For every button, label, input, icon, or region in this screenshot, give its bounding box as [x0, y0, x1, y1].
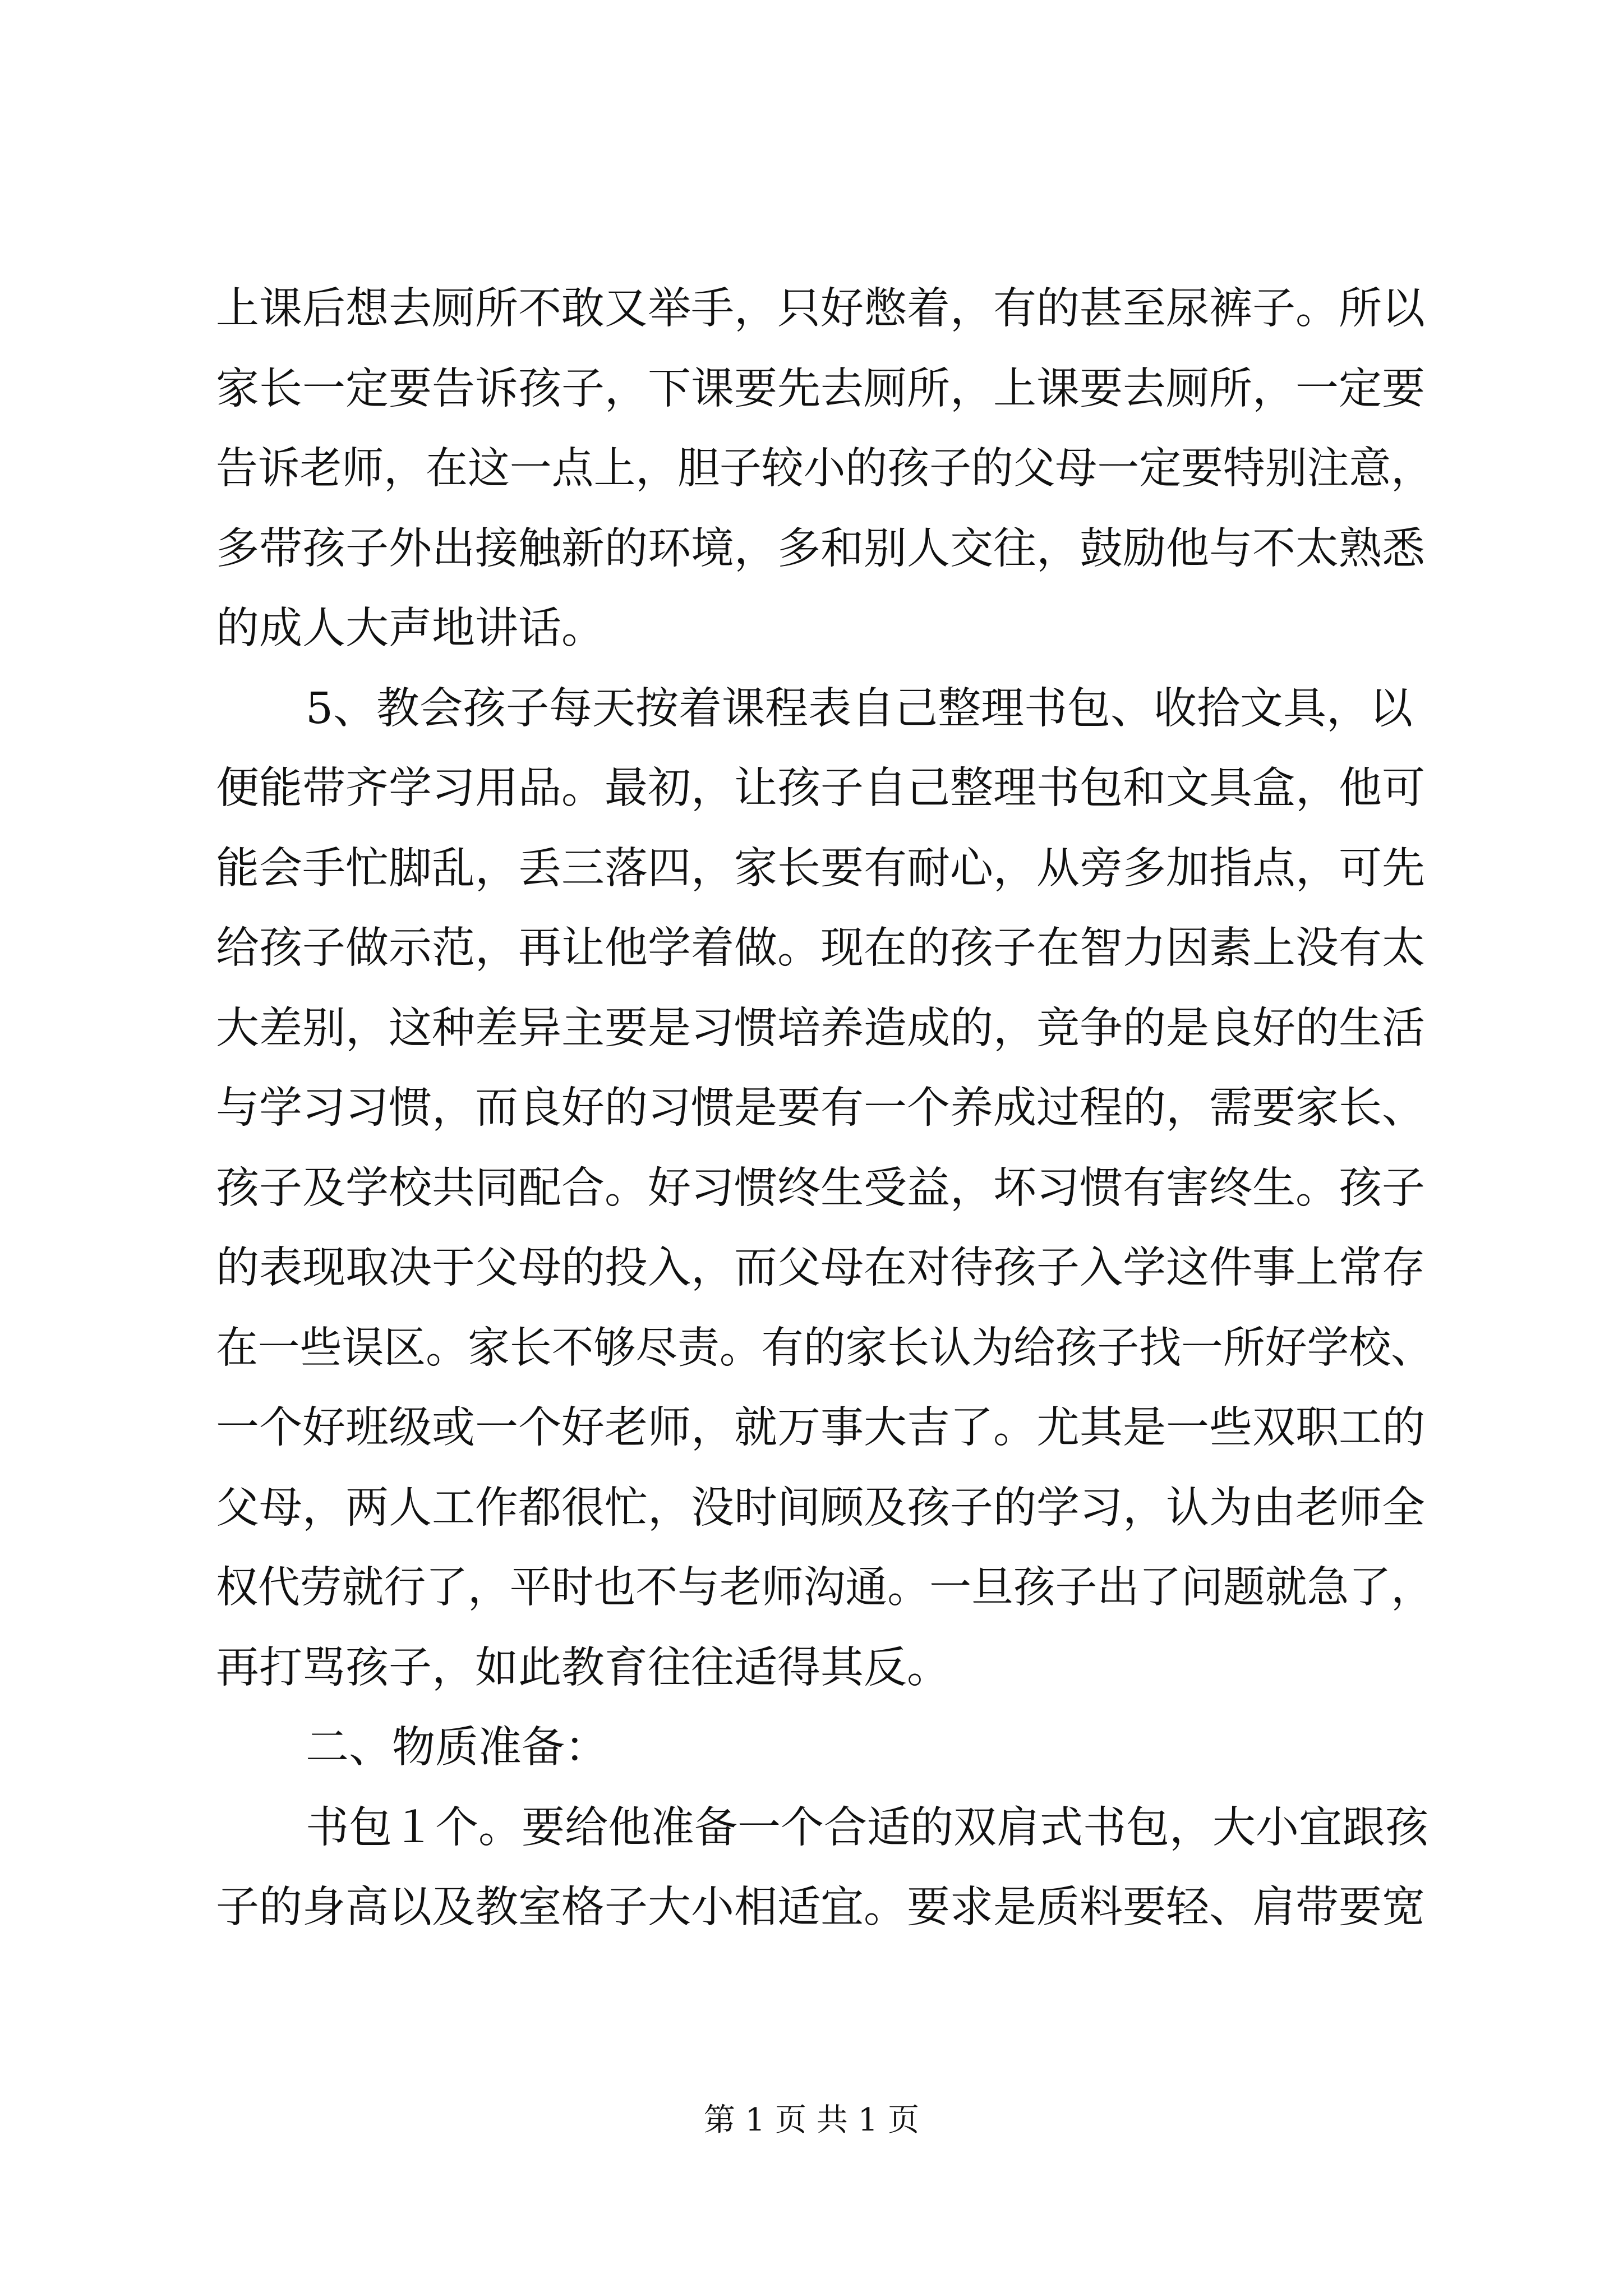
- text-line-content: 父母，两人工作都很忙，没时间顾及孩子的学习，认为由老师全: [216, 1483, 1425, 1533]
- body-text: [216, 269, 1433, 1948]
- text-line-content: 二、物质准备：: [306, 1723, 608, 1773]
- text-line: [216, 589, 1433, 669]
- text-line: [216, 269, 1433, 349]
- text-line: [216, 1069, 1433, 1149]
- text-line-content: 孩子及学校共同配合。好习惯终生受益，坏习惯有害终生。孩子: [216, 1163, 1425, 1213]
- text-line: [216, 1548, 1433, 1628]
- text-line: [216, 1228, 1433, 1309]
- text-line: [216, 429, 1433, 509]
- text-line-content: 告诉老师，在这一点上，胆子较小的孩子的父母一定要特别注意，: [216, 444, 1433, 494]
- text-line: [216, 1868, 1433, 1948]
- text-line: [216, 349, 1433, 430]
- text-line-content: 的表现取决于父母的投入，而父母在对待孩子入学这件事上常存: [216, 1243, 1425, 1293]
- text-line: [216, 1388, 1433, 1469]
- text-line: [216, 1309, 1433, 1389]
- text-line-content: 多带孩子外出接触新的环境，多和别人交往，鼓励他与不太熟悉: [216, 523, 1425, 574]
- text-line: [216, 1628, 1433, 1709]
- page-footer: 第 1 页 共 1 页: [703, 2102, 920, 2138]
- text-line: [216, 509, 1433, 590]
- text-line-content: 权代劳就行了，平时也不与老师沟通。一旦孩子出了问题就急了，: [216, 1563, 1433, 1613]
- text-line-content: 书包１个。要给他准备一个合适的双肩式书包，大小宜跟孩: [306, 1802, 1428, 1853]
- text-line-content: 家长一定要告诉孩子，下课要先去厕所，上课要去厕所，一定要: [216, 364, 1425, 414]
- text-line-content: 能会手忙脚乱，丢三落四，家长要有耐心，从旁多加指点，可先: [216, 843, 1425, 894]
- text-line: [216, 829, 1433, 909]
- text-line-content: 给孩子做示范，再让他学着做。现在的孩子在智力因素上没有太: [216, 923, 1425, 973]
- text-line: [216, 1708, 1433, 1788]
- text-line-content: 的成人大声地讲话。: [216, 604, 605, 654]
- text-line-content: 大差别，这种差异主要是习惯培养造成的，竞争的是良好的生活: [216, 1003, 1425, 1053]
- text-line-content: 便能带齐学习用品。最初，让孩子自己整理书包和文具盒，他可: [216, 763, 1425, 813]
- text-line-content: 与学习习惯，而良好的习惯是要有一个养成过程的，需要家长、: [216, 1083, 1425, 1133]
- text-line: [216, 989, 1433, 1069]
- text-line-content: 一个好班级或一个好老师，就万事大吉了。尤其是一些双职工的: [216, 1403, 1425, 1453]
- text-line: [216, 909, 1433, 989]
- text-line-content: 再打骂孩子，如此教育往往适得其反。: [216, 1642, 950, 1693]
- text-line-content: 5、教会孩子每天按着课程表自己整理书包、收拾文具，以: [306, 683, 1413, 734]
- text-line: [216, 1469, 1433, 1549]
- text-line-content: 子的身高以及教室格子大小相适宜。要求是质料要轻、肩带要宽: [216, 1883, 1425, 1932]
- text-line-content: 在一些误区。家长不够尽责。有的家长认为给孩子找一所好学校、: [216, 1323, 1433, 1373]
- text-line-content: 上课后想去厕所不敢又举手，只好憋着，有的甚至尿裤子。所以: [216, 284, 1425, 334]
- text-line: [216, 1149, 1433, 1229]
- text-line: [216, 749, 1433, 829]
- text-line: [216, 669, 1433, 749]
- text-line: [216, 1788, 1433, 1869]
